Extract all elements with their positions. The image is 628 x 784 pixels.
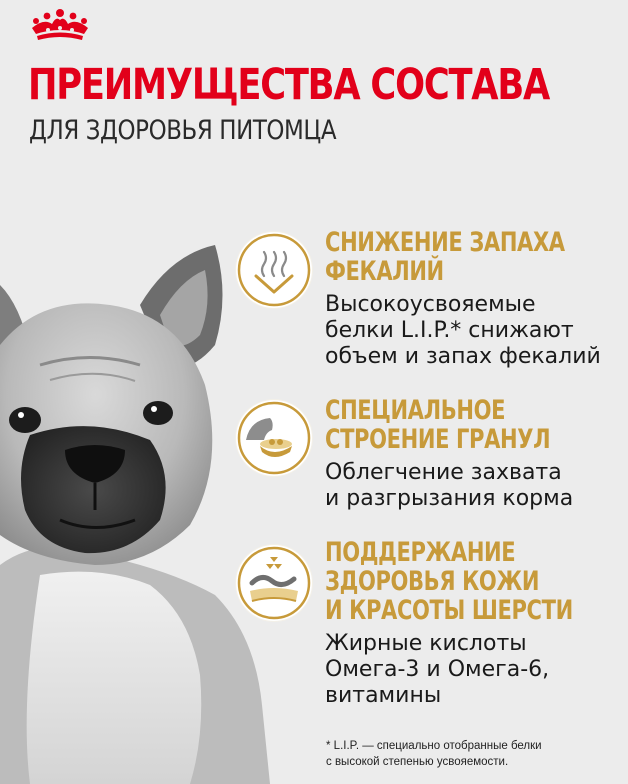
benefit-title-line: ПОДДЕРЖАНИЕ [325, 537, 516, 568]
page-title: ПРЕИМУЩЕСТВА СОСТАВА [28, 60, 550, 110]
benefit-text-line: Облегчение захвата [325, 460, 562, 485]
page-subtitle: ДЛЯ ЗДОРОВЬЯ ПИТОМЦА [29, 115, 337, 146]
benefit-text-line: витамины [325, 683, 442, 708]
benefit-title-line: СНИЖЕНИЕ ЗАПАХА [325, 227, 565, 258]
odor-reduction-icon [236, 232, 312, 308]
benefit-text-line: Высокоусвояемые [325, 292, 536, 317]
benefit-badge [236, 545, 312, 621]
benefit-text-line: Жирные кислоты [325, 631, 527, 656]
benefit-text-line: Омега-3 и Омега-6, [325, 657, 550, 682]
benefit-badge [236, 232, 312, 308]
benefit-title-line: ФЕКАЛИЙ [325, 256, 444, 287]
benefit-badge [236, 400, 312, 476]
benefit-text-line: белки L.I.P.* снижают [325, 318, 574, 343]
kibble-bowl-icon [236, 400, 312, 476]
footnote-line: * L.I.P. — специально отобранные белки [326, 740, 542, 752]
crown-icon [28, 8, 92, 42]
footnote-line: с высокой степенью усвояемости. [326, 756, 509, 768]
benefit-title-line: И КРАСОТЫ ШЕРСТИ [325, 595, 573, 626]
french-bulldog-image [0, 235, 275, 784]
benefit-title-line: СТРОЕНИЕ ГРАНУЛ [325, 424, 551, 455]
benefit-title-line: СПЕЦИАЛЬНОЕ [325, 395, 506, 426]
benefit-text-line: объем и запах фекалий [325, 344, 601, 369]
skin-coat-icon [236, 545, 312, 621]
benefit-title-line: ЗДОРОВЬЯ КОЖИ [325, 566, 540, 597]
benefit-text-line: и разгрызания корма [325, 486, 574, 511]
footnote [326, 738, 542, 770]
